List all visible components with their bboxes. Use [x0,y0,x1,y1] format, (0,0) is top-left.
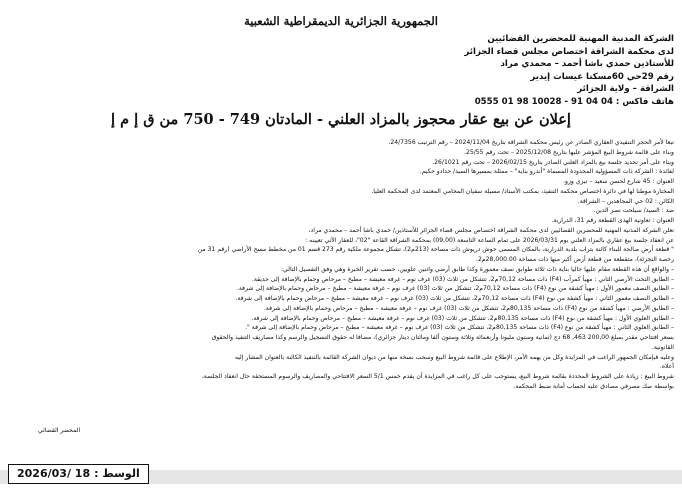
body-line: بواسطة صك مصرفي مصادق عليه لحساب أمانة ضبط المحكمة. [513,382,674,390]
publication-date-box [8,464,149,484]
company-line: لدى محكمة الشراقة اختصاص مجلس قضاء الجزائر [464,46,674,57]
body-line: المختارة موطنا لها في دائرة اختصاص محكمة التنفيذ، بمكتب الأستاذ/ مسيلة سفيان المحامي المعتمد لدى المحكمة العليا. [371,187,674,195]
body-line: لفائدة : الشركة ذات المسؤولية المحدودة المسماة "أندرو بناية" – ممثلة بمسيرها السيد/ حدادو حكيم. [419,168,674,176]
body-line: عن انعقاد جلسة بيع عقاري بالمزاد العلني يوم 2026/03/31 على تمام الساعة التاسعة (09,00) بمحكمة الشراقة القاعة "02"، للعقار الآتي تعيينه : [305,236,674,244]
company-line: للأستاذين حمدي باشا أحمد – محمدي مراد [500,59,674,70]
announcement-body [8,138,674,392]
announcement-headline: إعلان عن بيع عقار محجوز بالمزاد العلني - المادتان 749 - 750 من ق إ م إ [111,111,571,128]
publication-date: 2026/03/ 18 [17,467,91,480]
signature-label: المحضر القضائي [38,427,81,434]
republic-header: الجمهورية الجزائرية الديمقراطية الشعبية [244,14,438,28]
body-line: – الطابق التحت الأرضي الثاني : مهيأ كمرآب (F4) ذات مساحة 70,12م2، تتشكل من ثلاث (03) غرف نوم – غرفة معيشة – مطبخ – مرحاض وحمام بالإضافة إلى حديقة. [251,275,674,283]
body-line: العنوان : 45 شارع لحسن سعيد – تيزي وزو. [563,178,674,185]
body-line: – الطابق النصف مغمور الأول : مهيأ كشقة من نوع (F4) ذات مساحة 70,12م2، تتشكل من ثلاث (03) غرف نوم – غرفة معيشة – مطبخ – مرحاض وحمام بالإضافة إلى شرفة. [236,285,674,293]
body-line: بسعر افتتاحي مقدر بمبلغ 200,00 463, 68 دج (ثمانية وستون مليونا وأربعمائة وثلاثة وستون ألفا ومائتان دينار جزائري)، مضافا له حقوق التسجيل والرسم وكذا مصاريف التنفيذ والحقوق [211,334,674,341]
body-line: القانونية. [651,343,674,351]
body-line: وعليه فبإمكان الجمهور الراغب في المزايدة وكل من يهمه الأمر، الإطلاع على قائمة شروط البيع وسحب نسخة منها من ديوان الشركة القائمة بالتنفيذ الكائنة بالعنوان المشار إليه [234,353,674,361]
body-line: ضد : السيد/ سيلحت نصر الدين. [593,207,674,215]
body-line: رخصة التجزئة)، متقطعة من قطعة أرض أكبر منها ذات مساحة 28,000.00م2. [476,256,674,263]
body-line: – الطابق النصف مغمور الثاني : مهيأ كشقة من نوع (F4) ذات مساحة 70,12م2، تتشكل من ثلاث (03) غرف نوم – غرفة معيشة – مطبخ – مرحاض وحمام بالإضافة إلى شرفة. [235,295,674,302]
company-line: رقم 29حي 60مسكنا عيسات إيدير [530,71,674,82]
body-line: الكائن : 02 حي المجاهدين – الشراقة. [577,197,674,205]
body-line: – الطابق الأرضي : مهيأ كشقة من نوع (F4) ذات مساحة 80,135م2، تتشكل من ثلاث (03) غرف نوم – غرفة معيشة – مطبخ – مرحاض وحمام بالإضافة إلى شرفة. [263,304,674,312]
body-line: العنوان : تعاونية الهدى القطعة رقم 31، الدرارية. [551,217,674,224]
body-line: أعلاه. [659,363,674,371]
newspaper-label: الوسط : [94,467,140,480]
body-line: – الطابق العلوي الثاني : مهيأ كشقة من نوع (F4) ذات مساحة 80,135م2، تتشكل من ثلاث (03) غرف نوم – غرفة معيشة – مطبخ – مرحاض وحمام بالإضافة إلى شرفة ". [245,324,674,332]
body-line: " قطعة أرض صالحة للبناء كائنة بتراب بلدية الدرارية، بالمكان المسمى حوش دريوش ذات مساحة (213م2)، تشكل مجموعة ملكية رقم 273 قسم 01 من مخطط مسح الأراضي (رقم 31 من [197,246,674,254]
company-line: الشركة المدنية المهنية للمحضرين القضائيين [487,34,674,44]
body-line: – الطابق العلوي الأول : مهيأ كشقة من نوع (F4) ذات مساحة 80,135م2، تتشكل من ثلاث (03) غرف نوم – غرفة معيشة – مطبخ – مرحاض وحمام بالإضافة إلى شرفة. [251,314,674,322]
body-line: تعلن الشركة المدنية المهنية للمحضرين القضائيين لدى محكمة الشراقة اختصاص مجلس قضاء الجزائر للأستاذين/ حمدي باشا أحمد – محمدي مراد، [308,226,674,234]
body-line: شروط البيع : زيادة على الشروط المحددة بقائمة شروط البيع، يستوجب على كل راغب في المزايدة أن يقدم خمس 5/1 السعر الافتتاحي والمصاريف والرسوم المستحقة حال انعقاد الجلسة، [201,373,674,380]
body-line: وبناء على أمر تحديد جلسة بيع بالمزاد العلني الصادر بتاريخ 2026/02/15 – تحت رقم 26/1021. [432,158,674,166]
body-line: تبعا لأمر الحجز التنفيذي العقاري الصادر عن رئيس محكمة الشراقة بتاريخ 2024/11/04 – رقم الترتيب 24/7356. [388,139,674,146]
company-line: هاتف فاكس : 04 04 91 - 10028 98 01 0555 [474,96,674,107]
company-block [254,33,674,109]
body-line: – والواقع أن هذه القطعة مقام عليها حاليا بناية ذات ثلاثة طوابق نصف معمورة وكذا طابق أرضي واثنين علويين، حسب تقرير الخبرة وهي وفق التفصيل التالي: [280,265,674,273]
company-line: الشراقة – ولاية الجزائر [577,84,674,95]
body-line: وبناء على قائمة شروط البيع المؤشر عليها بتاريخ 2025/12/08 – تحت رقم 25/55. [464,148,674,156]
